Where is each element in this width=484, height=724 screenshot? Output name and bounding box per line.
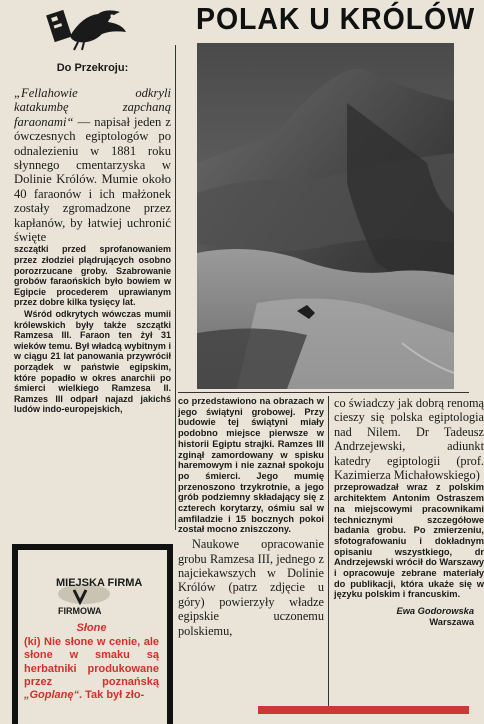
quote-body: — napisał jeden z ówczesnych egiptologów po odnalezieniu w 1881 roku słynnego cmentarzyska w Dolinie Królów. Mumie około 40 faraonów i ich małżonek zostały zgromadzone przez kapłanów, by łatwiej uchronić święte	[14, 114, 171, 245]
intro-paragraph	[14, 86, 171, 244]
right-column	[334, 396, 484, 714]
red-bar	[258, 706, 469, 714]
box-heading: Słone	[76, 622, 107, 634]
box-text-part-1: (ki) Nie słone w cenie, ale słone w smaku są herbatniki produkowane przez poznańską	[24, 636, 159, 688]
valley-of-kings-photo	[197, 43, 454, 389]
column-rule-right	[328, 396, 329, 714]
middle-column	[178, 396, 324, 714]
right-text-small: przeprowadzał wraz z polskim architektem Antonim Ostraszem na miejscowymi pracownikami technicznymi szczegółowe badania grobu. Po zmierzeniu, sfotografowaniu i dokładnym opisaniu wszystkiego, dr Andrzejewski wrócił do Warszawy i opracowuje zebrane materiały do publikacji, która ukaże się w języku polskim i francuskim.	[334, 482, 484, 600]
box-logo-sub: FIRMOWA	[58, 606, 102, 616]
left-column	[14, 62, 171, 532]
box-text	[24, 636, 159, 702]
miejska-firma-logo-icon	[50, 568, 143, 618]
signature	[334, 606, 484, 628]
box-text-part-2: . Tak był zło-	[79, 689, 145, 702]
quote-title: „Fellahowie odkryli katakumbę zapchaną faraonami“	[14, 86, 171, 129]
middle-text-small: co przedstawiono na obrazach w jego świątyni grobowej. Przy budowie tej świątyni miały podobno miejsce pierwsze w historii Egiptu strajki. Ramzes III zginął zamordowany w spisku haremowym i nie zaznał spokoju po śmierci. Jego mumię przenoszono trzykrotnie, a jego grób podziemny składający się z czterech korytarzy, ośmiu sal w amfiladzie i 15 bocznych pokoi został mocno zniszczony.	[178, 396, 324, 535]
photo-rule	[178, 392, 469, 393]
right-text-large: co świadczy jak dobrą renomą cieszy się polska egiptologia nad Nilem. Dr Tadeusz Andrzejewski, adiunkt katedry egiptologii (prof. Kazimierza Michałowskiego)	[334, 396, 484, 483]
signature-city: Warszawa	[429, 617, 474, 628]
slone-box	[12, 544, 173, 724]
addressee-heading: Do Przekroju:	[56, 62, 129, 74]
paragraph-small-1: szczątki przed sprofanowaniem przez złodziei plądrujących osobno porozrzucane groby. Szabrowanie grobów faraońskich było bowiem w Egipcie procederem uprawianym przez dobre kilka tysięcy lat.	[14, 244, 171, 308]
signature-name: Ewa Godorowska	[396, 606, 474, 617]
box-text-brand: „Goplanę“	[24, 689, 80, 702]
box-logo-label: MIEJSKA FIRMA	[56, 577, 143, 589]
page-title: POLAK U KRÓLÓW	[196, 1, 476, 36]
bird-logo-icon	[48, 6, 128, 52]
paragraph-small-2: Wśród odkrytych wówczas mumii królewskich były także szczątki Ramzesa III. Faraon ten żył 31 wieków temu. Był władcą wybitnym i w ciągu 21 lat panowania przywrócił porządek w państwie egipskim, które popadło w okres anarchii po śmierci wielkiego Ramzesa II. Ramzes III odparł najazd jakichś ludów indo-europejskich,	[14, 309, 171, 415]
middle-text-large: Naukowe opracowanie grobu Ramzesa III, jednego z najciekawszych w Dolinie Królów (patrz zdjęcie u góry) powierzyły władze egipskie uczonemu polskiemu,	[178, 537, 324, 638]
column-rule-left	[175, 45, 176, 530]
